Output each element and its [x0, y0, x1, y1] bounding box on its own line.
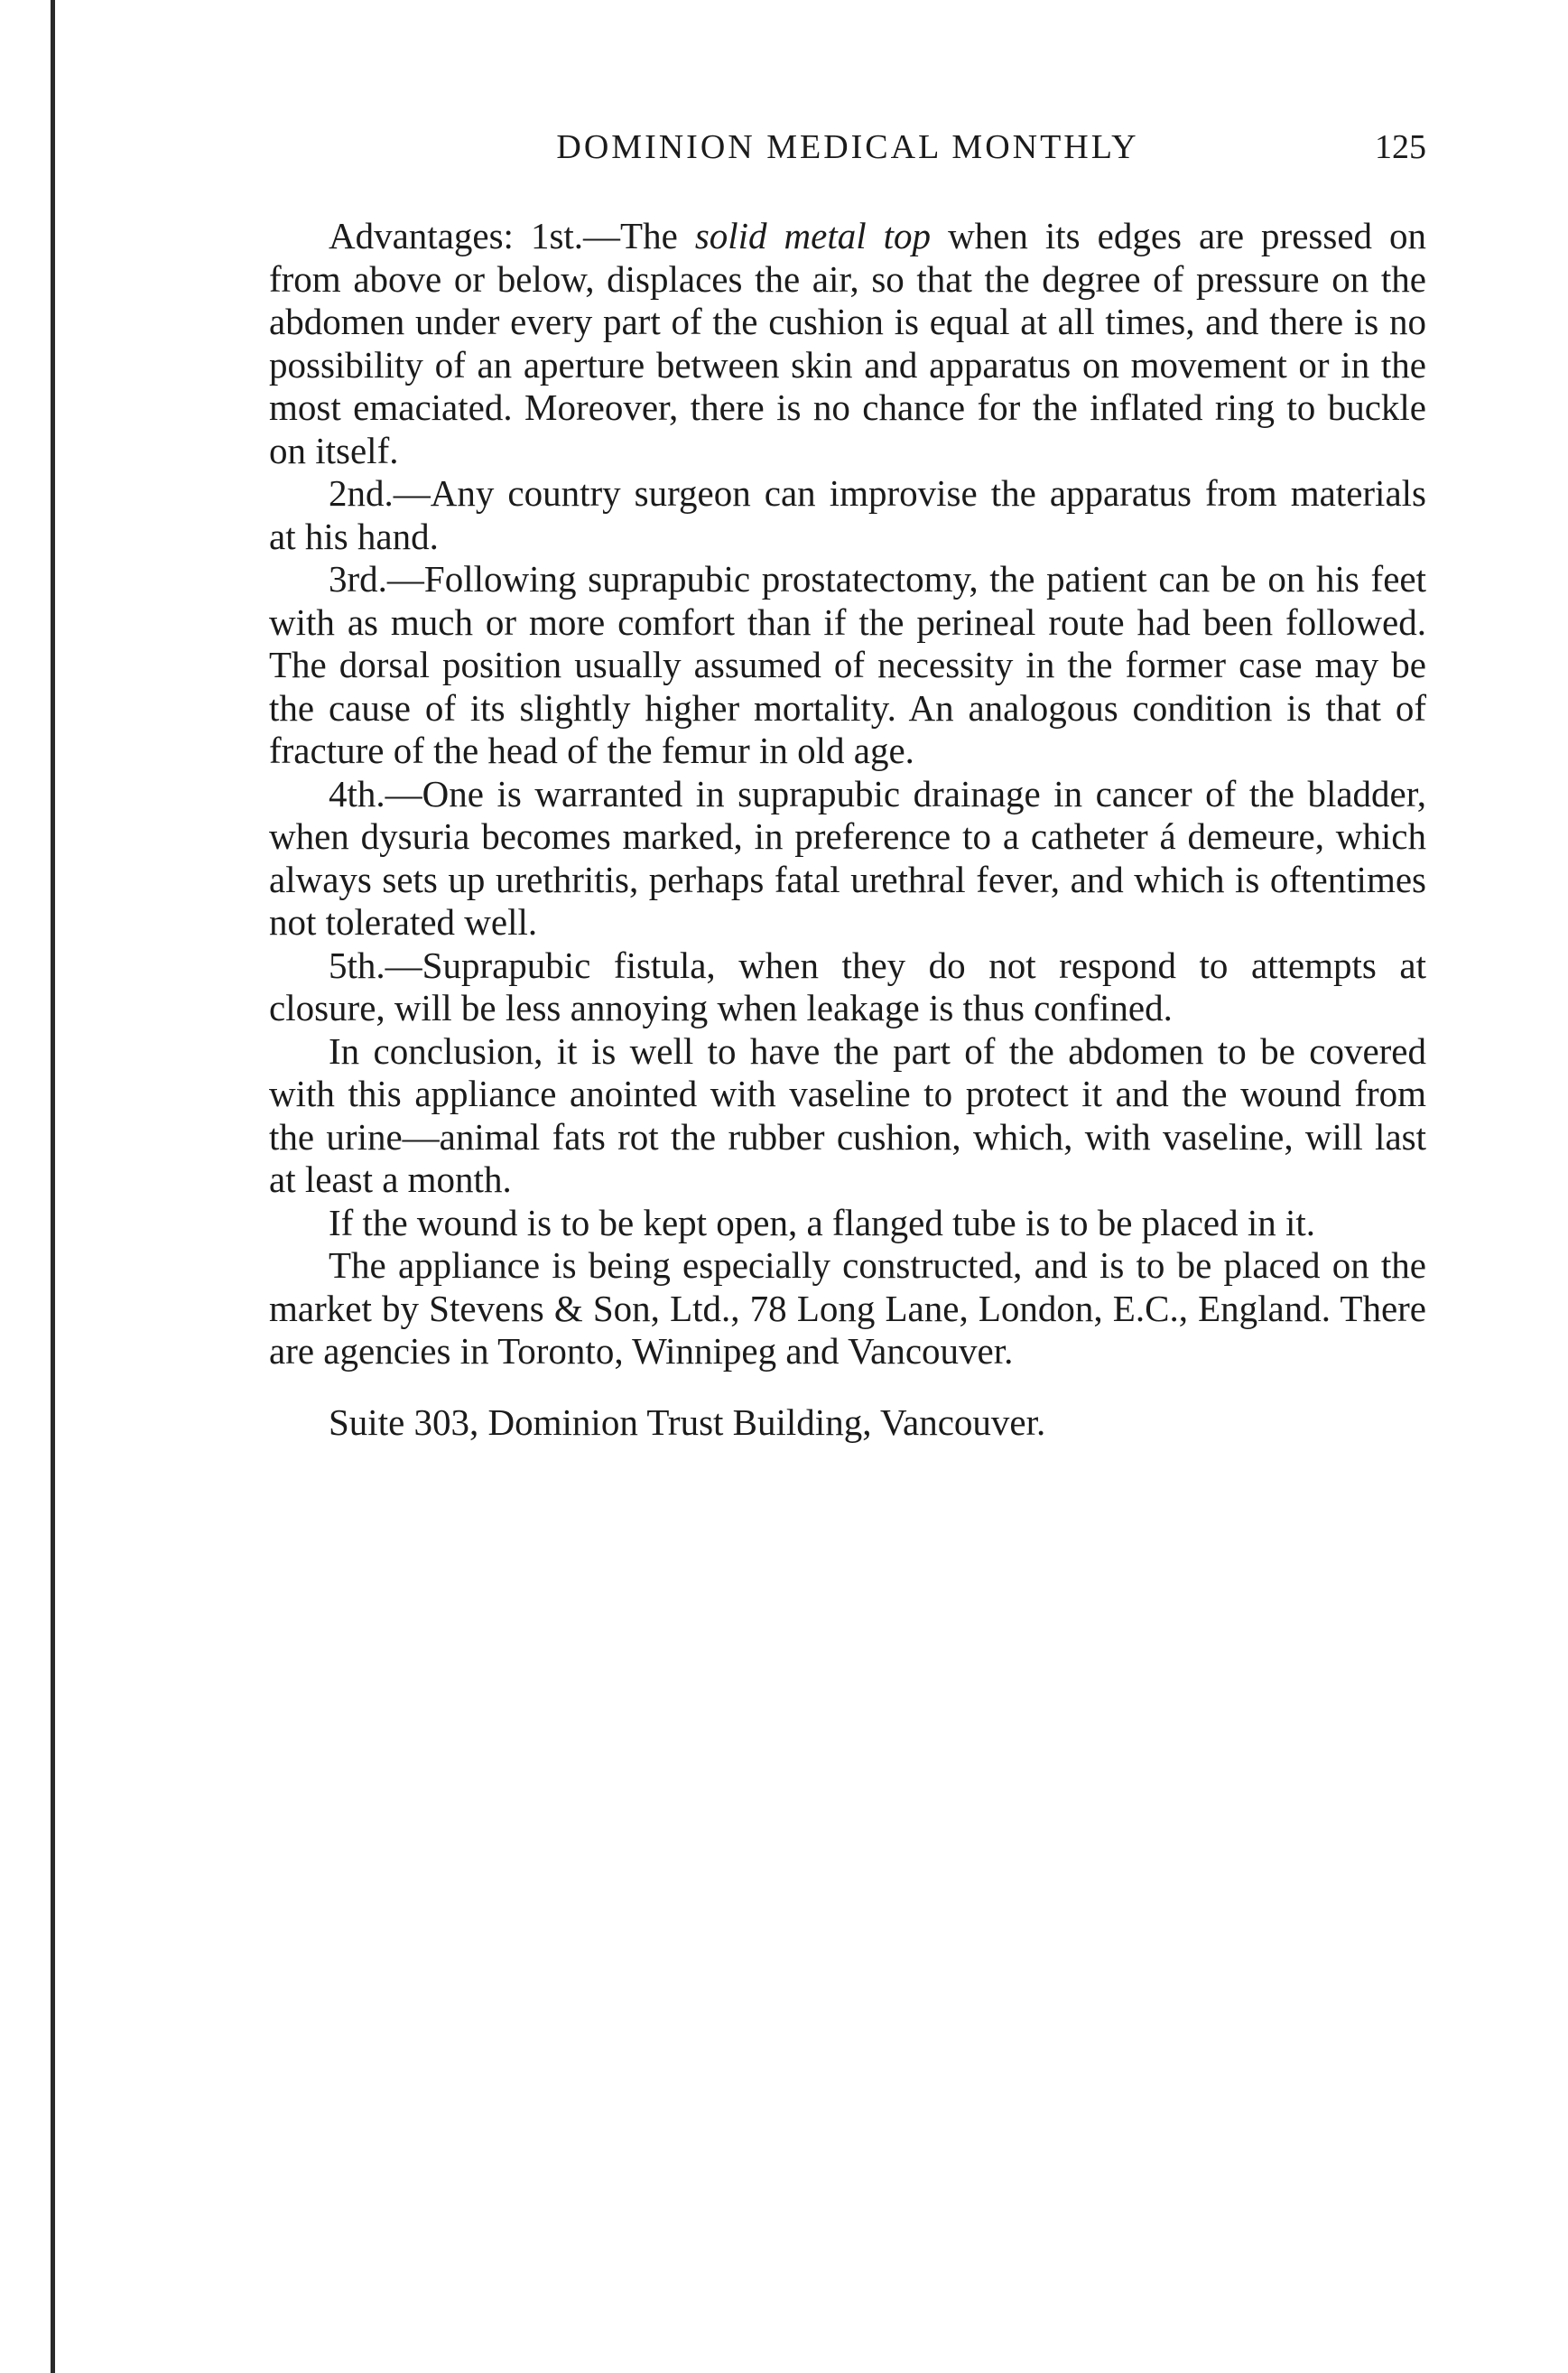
paragraph-advantages-first [269, 215, 1426, 472]
document-page [269, 116, 1426, 1444]
paragraph-text: Advantages: 1st.—The [329, 215, 695, 256]
paragraph-fourth: 4th.—One is warranted in suprapubic drainage in cancer of the bladder, when dysuria becomes marked, in preference to a catheter á demeure, which always sets up urethritis, perhaps fatal urethral fever, and which is oftentimes not tolerated well. [269, 772, 1426, 943]
paragraph-fifth: 5th.—Suprapubic fistula, when they do not respond to attempts at closure, will be less annoying when leakage is thus confined. [269, 944, 1426, 1028]
emphasis-text: solid metal top [694, 215, 932, 256]
author-address: Suite 303, Dominion Trust Building, Vancouver. [329, 1401, 1046, 1443]
journal-title: DOMINION MEDICAL MONTHLY [556, 128, 1139, 166]
paragraph-text: when its edges are pressed on from above or below, displaces the air, so that the degree of pressure on the abdomen under every part of the cushion is equal at all times, and there is no possibility of an aperture between skin and apparatus on movement or in the most emaciated. Moreover, there is no chance for the inflated ring to buckle on itself. [269, 215, 1427, 471]
running-header [269, 116, 1426, 179]
paragraph-second: 2nd.—Any country surgeon can improvise the apparatus from materials at his hand. [269, 472, 1426, 557]
paragraph-third: 3rd.—Following suprapubic prostatectomy, the patient can be on his feet with as much or more comfort than if the perineal route had been followed. The dorsal position usually assumed of necessity in the former case may be the cause of its slightly higher mortality. An analogous condition is that of fracture of the head of the femur in old age. [269, 558, 1426, 771]
article-body [269, 215, 1426, 1373]
paragraph-manufacturer: The appliance is being especially constructed, and is to be placed on the market by Stevens & Son, Ltd., 78 Long Lane, London, E.C., England. There are agencies in Toronto, Winnipeg and Vancouver. [269, 1244, 1426, 1372]
page-binding-edge [51, 0, 55, 2373]
paragraph-conclusion: In conclusion, it is well to have the part of the abdomen to be covered with this appliance anointed with vaseline to protect it and the wound from the urine—animal fats rot the rubber cushion, which, with vaseline, will last at least a month. [269, 1029, 1426, 1200]
page-number: 125 [1375, 128, 1426, 166]
paragraph-wound-tube: If the wound is to be kept open, a flanged tube is to be placed in it. [329, 1201, 1316, 1243]
